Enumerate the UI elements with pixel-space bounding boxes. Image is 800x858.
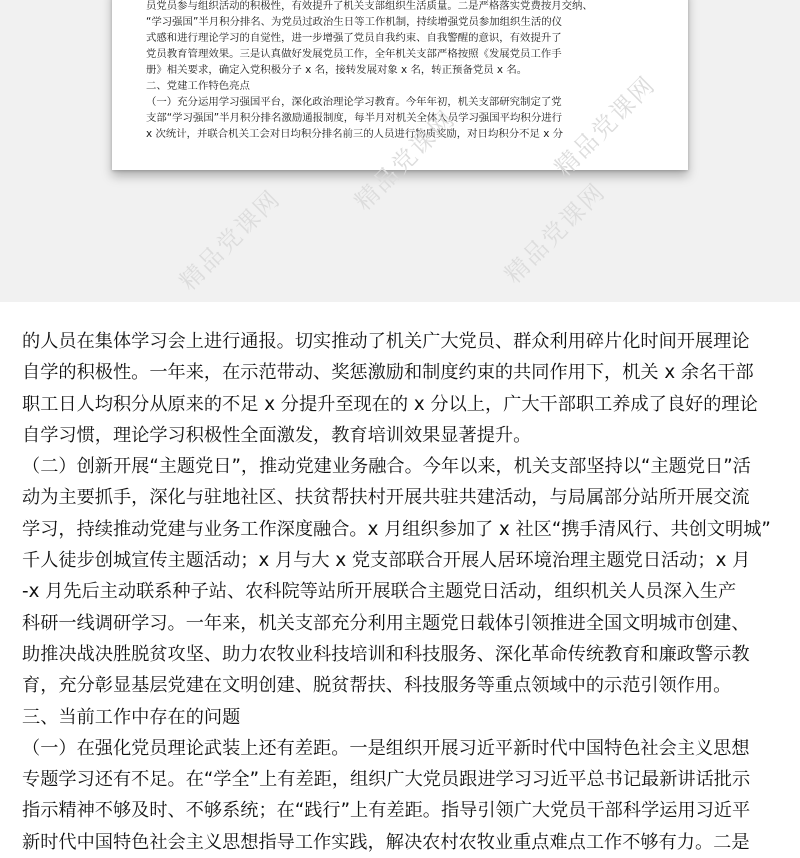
watermark: 精品党课网: [499, 177, 611, 290]
preview-line: 式感和进行理论学习的自觉性，进一步增强了党员自我约束、自我警醒的意识，有效提升了: [146, 32, 562, 44]
body-line: 自学习惯，理论学习积极性全面激发，教育培训效果显著提升。: [22, 424, 532, 446]
preview-line: “学习强国”半月积分排名、为党员过政治生日等工作机制，持续增强党员参加组织生活的仪: [146, 16, 562, 28]
preview-line: 册》相关要求，确定入党积极分子 x 名，接转发展对象 x 名，转正预备党员 x 名。: [146, 64, 528, 76]
preview-line: x 次统计，并联合机关工会对日均积分排名前三的人员进行物质奖励，对日均积分不足 x 分: [146, 128, 564, 140]
section-heading: 三、当前工作中存在的问题: [22, 706, 241, 728]
body-line: 学习，持续推动党建与业务工作深度融合。x 月组织参加了 x 社区“携手清风行、共创文明城”: [22, 518, 771, 540]
body-line: 科研一线调研学习。一年来，机关支部充分利用主题党日载体引领推进全国文明城市创建、: [22, 612, 750, 634]
body-line: （一）在强化党员理论武装上还有差距。一是组织开展习近平新时代中国特色社会主义思想: [22, 737, 750, 759]
body-line: 指示精神不够及时、不够系统；在“践行”上有差距。指导引领广大党员干部科学运用习近平: [22, 800, 751, 822]
body-line: 千人徒步创城宣传主题活动；x 月与大 x 党支部联合开展人居环境治理主题党日活动；x 月: [22, 550, 751, 572]
body-line: 助推决战决胜脱贫攻坚、助力农牧业科技培训和科技服务、深化革命传统教育和廉政警示教: [22, 643, 750, 665]
watermark: 精品党课网: [549, 70, 661, 183]
body-line: -x 月先后主动联系种子站、农科院等站所开展联合主题党日活动，组织机关人员深入生产: [22, 581, 737, 603]
preview-line: （一）充分运用学习强国平台，深化政治理论学习教育。今年年初，机关支部研究制定了党: [146, 96, 562, 108]
preview-heading: 二、党建工作特色亮点: [146, 80, 250, 92]
body-line: 新时代中国特色社会主义思想指导工作实践，解决农村农牧业重点难点工作不够有力。二是: [22, 831, 750, 853]
preview-line: 支部“学习强国”半月积分排名激励通报制度，每半月对机关全体人员学习强国平均积分进行: [146, 112, 562, 124]
body-line: 自学的积极性。一年来，在示范带动、奖惩激励和制度约束的共同作用下，机关 x 余名干部: [22, 362, 754, 384]
body-line: 专题学习还有不足。在“学全”上有差距，组织广大党员跟进学习习近平总书记最新讲话批示: [22, 769, 751, 791]
preview-line: 员党员参与组织活动的积极性，有效提升了机关支部组织生活质量。二是严格落实党费按月交纳、: [146, 0, 593, 12]
body-line: 育，充分彰显基层党建在文明创建、脱贫帮扶、科技服务等重点领域中的示范引领作用。: [22, 675, 732, 697]
body-line: 动为主要抓手，深化与驻地社区、扶贫帮扶村开展共驻共建活动，与局属部分站所开展交流: [22, 487, 750, 509]
watermark: 精品党课网: [349, 104, 461, 217]
preview-line: 党员教育管理效果。三是认真做好发展党员工作，全年机关支部严格按照《发展党员工作手: [146, 48, 562, 60]
watermark: 精品党课网: [174, 184, 286, 297]
body-line: （二）创新开展“主题党日”，推动党建业务融合。今年以来，机关支部坚持以“主题党日”活: [22, 456, 751, 478]
document-body: [22, 326, 782, 858]
body-line: 职工日人均积分从原来的不足 x 分提升至现在的 x 分以上，广大干部职工养成了良好的理论: [22, 393, 758, 415]
body-line: 的人员在集体学习会上进行通报。切实推动了机关广大党员、群众利用碎片化时间开展理论: [22, 331, 750, 352]
